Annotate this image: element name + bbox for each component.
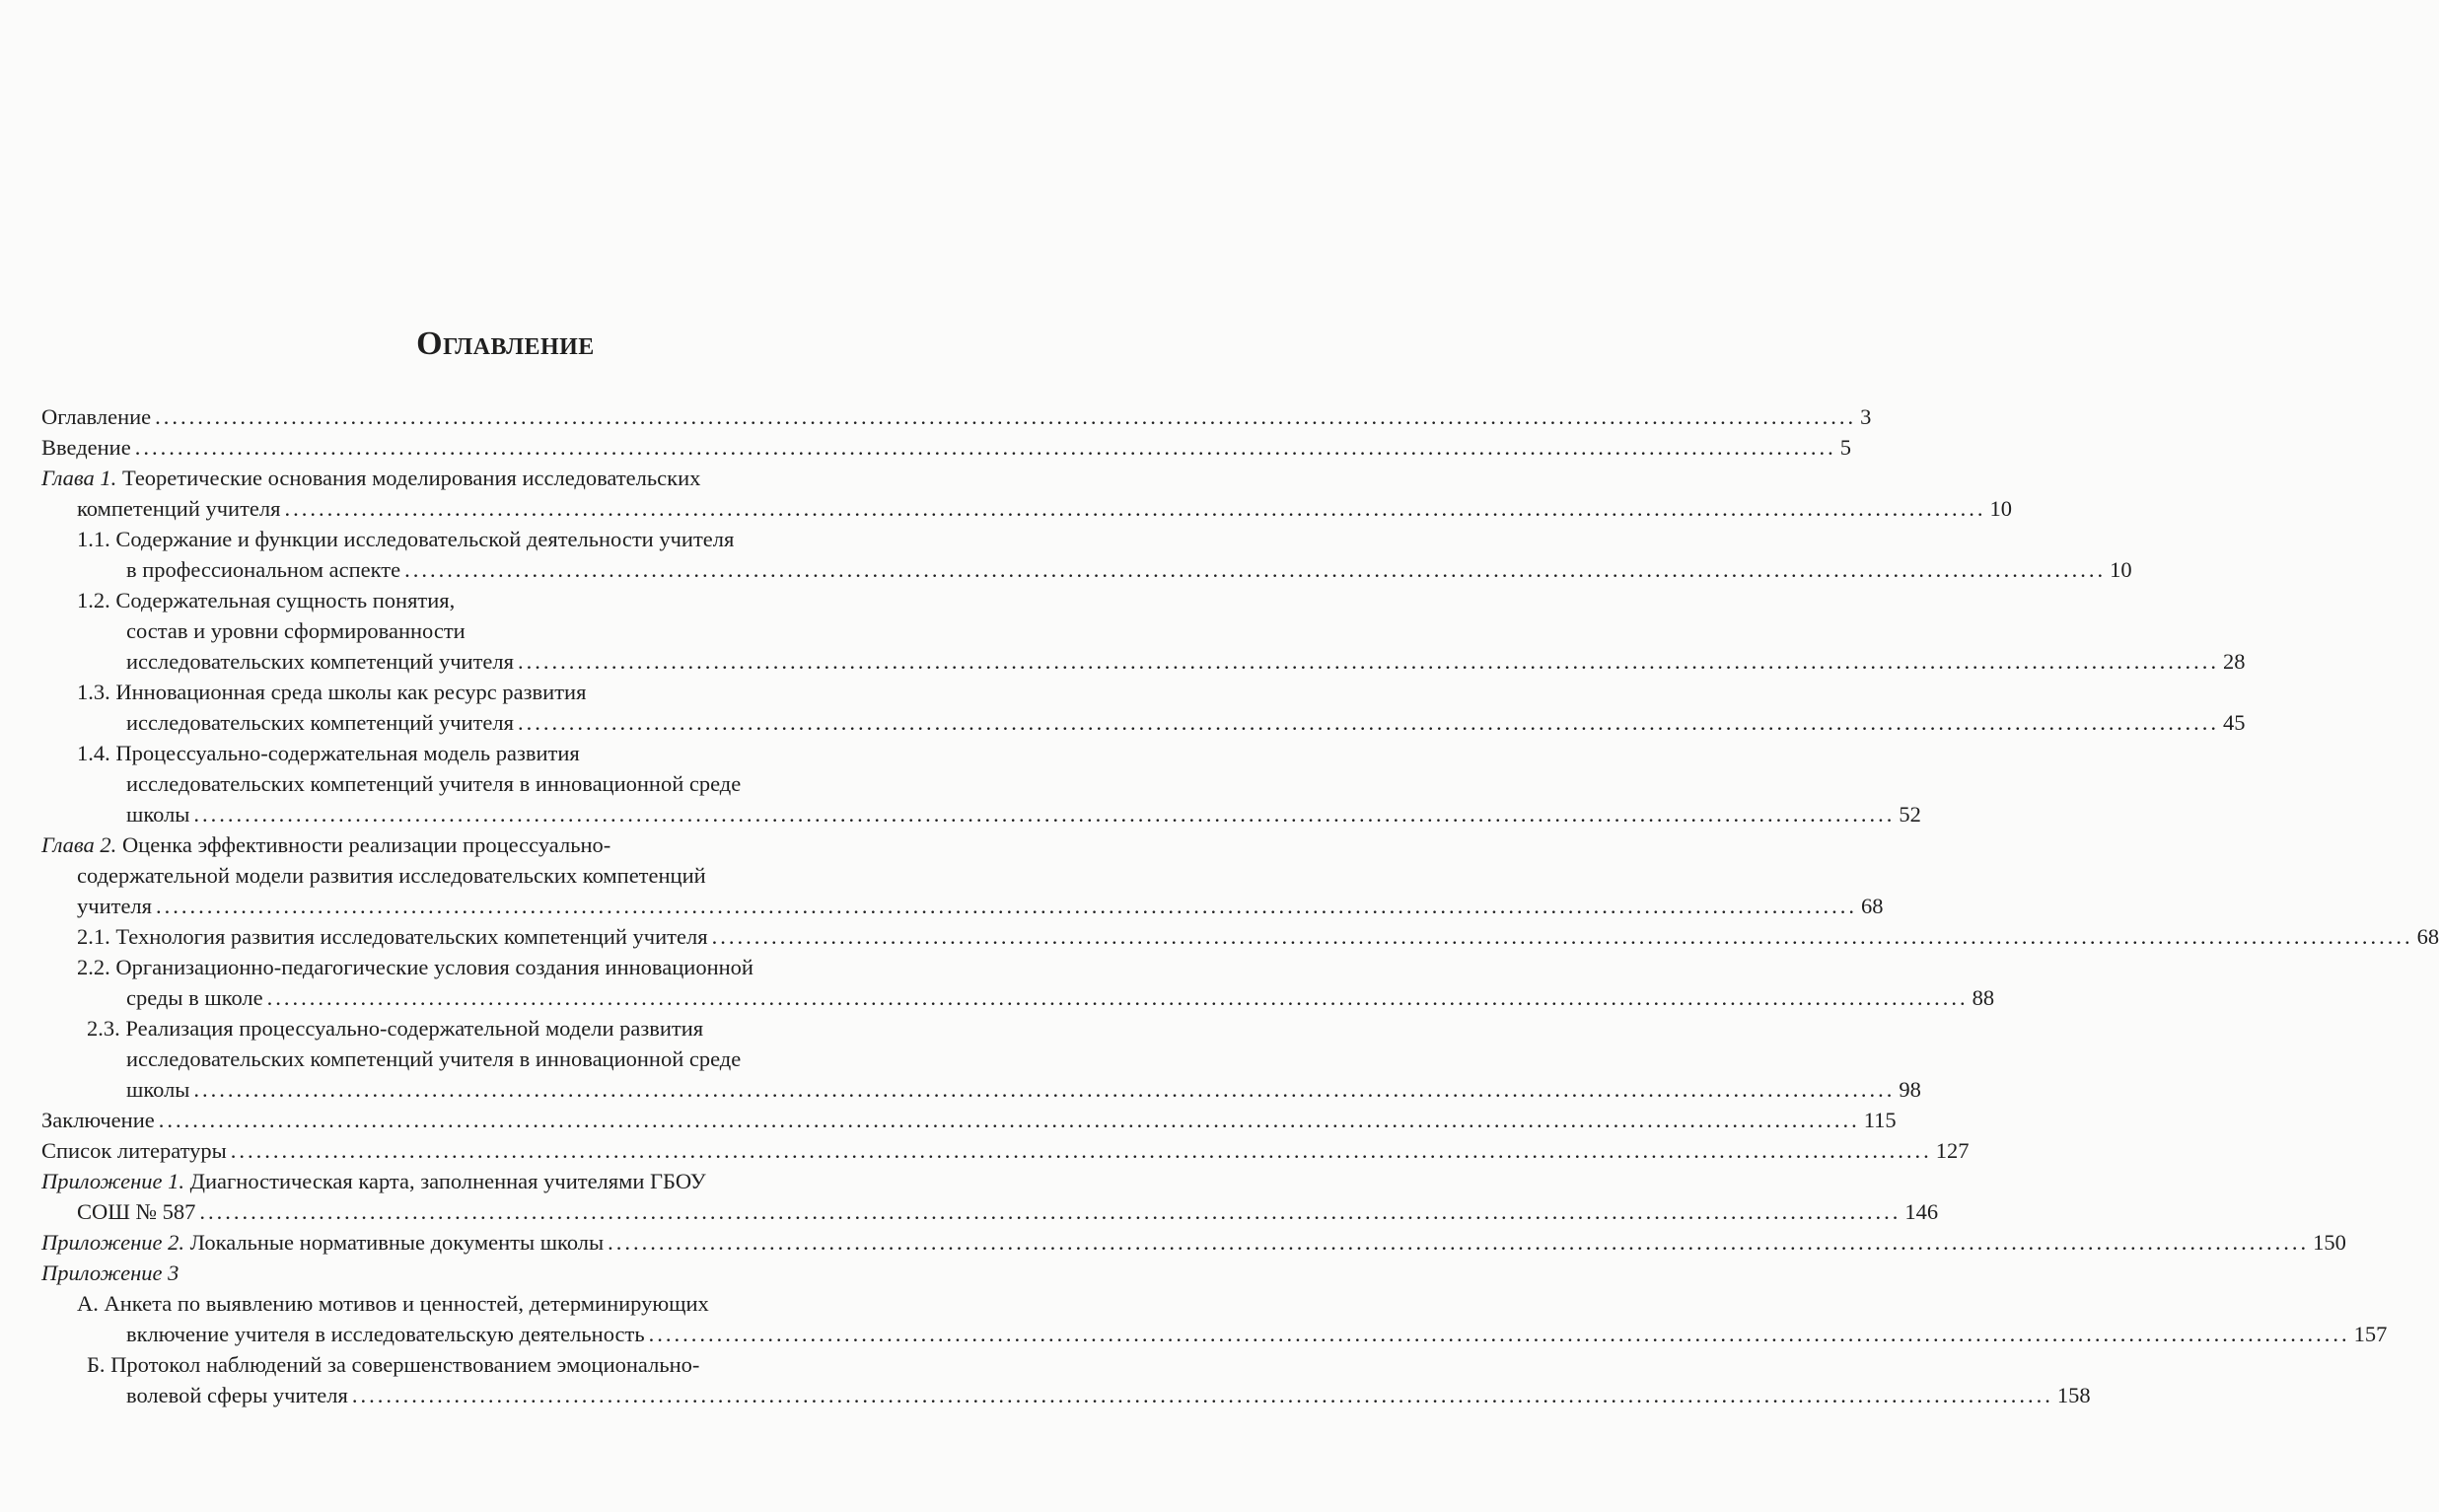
toc-entry <box>41 830 610 860</box>
toc-entry-text: содержательной модели развития исследовательских компетенций <box>77 863 706 888</box>
toc-entry <box>126 708 2246 738</box>
toc-leader-dots: ........................................................................................................................................................................................................ <box>158 1108 1860 1132</box>
toc-leader-dots: ........................................................................................................................................................................................................ <box>266 985 1969 1010</box>
toc-page-number: 10 <box>2110 557 2132 582</box>
toc-page-number: 68 <box>2416 924 2439 949</box>
toc-entry-text: в профессиональном аспекте <box>126 557 401 582</box>
toc-entry-text: исследовательских компетенций учителя в инновационной среде <box>126 1046 742 1071</box>
toc-leader-dots: ........................................................................................................................................................................................................ <box>193 802 1896 827</box>
toc-entry-text: среды в школе <box>126 985 263 1010</box>
toc-entry-label: Глава 1. <box>41 466 117 490</box>
toc-entry <box>41 464 700 493</box>
toc-entry <box>77 678 586 707</box>
toc-entry <box>41 402 1872 432</box>
toc-entry-label: Приложение 2. <box>41 1230 185 1255</box>
toc-entry-text: 1.3. Инновационная среда школы как ресурс развития <box>77 680 587 704</box>
toc-entry <box>77 1197 1939 1227</box>
toc-entry <box>126 983 1995 1013</box>
toc-entry-text: исследовательских компетенций учителя <box>126 649 514 674</box>
toc-entry-text: 2.1. Технология развития исследовательских компетенций учителя <box>77 924 708 949</box>
toc-entry <box>87 1014 703 1044</box>
toc-entry <box>126 1320 2388 1349</box>
toc-page-number: 98 <box>1899 1077 1921 1102</box>
toc-leader-dots: ........................................................................................................................................................................................................ <box>156 894 1858 918</box>
toc-leader-dots: ........................................................................................................................................................................................................ <box>518 710 2219 735</box>
toc-page-number: 68 <box>1861 894 1884 918</box>
toc-entry <box>41 1106 1897 1135</box>
toc-entry-label: Приложение 3 <box>41 1260 179 1285</box>
toc-leader-dots: ........................................................................................................................................................................................................ <box>199 1199 1901 1224</box>
toc-entry-text: школы <box>126 802 190 827</box>
toc-page-number: 127 <box>1935 1138 1970 1163</box>
toc-entry-text: Локальные нормативные документы школы <box>184 1230 605 1255</box>
toc-page-number: 115 <box>1863 1108 1897 1132</box>
toc-leader-dots: ........................................................................................................................................................................................................ <box>648 1322 2350 1346</box>
toc-entry <box>77 586 455 615</box>
toc-page-number: 158 <box>2056 1383 2091 1407</box>
toc-entry-text: включение учителя в исследовательскую деятельность <box>126 1322 645 1346</box>
toc-entry-text: компетенций учителя <box>77 496 281 521</box>
toc-entry <box>77 494 2012 524</box>
toc-entry <box>41 433 1851 463</box>
toc-entry <box>87 1350 699 1380</box>
toc-page-number: 28 <box>2223 649 2246 674</box>
toc-entry-text: Диагностическая карта, заполненная учителями ГБОУ <box>184 1169 706 1193</box>
toc-entry-label: Глава 2. <box>41 832 117 857</box>
toc-leader-dots: ........................................................................................................................................................................................................ <box>608 1230 2310 1255</box>
toc-page-number: 150 <box>2313 1230 2346 1255</box>
toc-leader-dots: ........................................................................................................................................................................................................ <box>404 557 2107 582</box>
toc-leader-dots: ........................................................................................................................................................................................................ <box>193 1077 1896 1102</box>
toc-page-number: 88 <box>1972 985 1995 1010</box>
toc-page-number: 5 <box>1839 435 1851 460</box>
toc-entry-text: состав и уровни сформированности <box>126 618 466 643</box>
toc-entry <box>77 1289 709 1319</box>
toc-entry <box>77 861 706 891</box>
toc-page-number: 52 <box>1899 802 1921 827</box>
toc-entry-text: Список литературы <box>41 1138 227 1163</box>
toc-entry-text: волевой сферы учителя <box>126 1383 348 1407</box>
toc-leader-dots: ........................................................................................................................................................................................................ <box>134 435 1836 460</box>
toc-entry-text: 1.1. Содержание и функции исследовательской деятельности учителя <box>77 527 735 551</box>
toc-entry-text: школы <box>126 1077 190 1102</box>
toc-entry-text: Заключение <box>41 1108 155 1132</box>
toc-entry-text: исследовательских компетенций учителя в инновационной среде <box>126 771 742 796</box>
toc-leader-dots: ........................................................................................................................................................................................................ <box>155 404 1857 429</box>
toc-page-number: 146 <box>1904 1199 1939 1224</box>
toc-entry <box>126 769 741 799</box>
toc-entry <box>41 1228 2346 1258</box>
toc-entry-label: Приложение 1. <box>41 1169 185 1193</box>
toc-leader-dots: ........................................................................................................................................................................................................ <box>711 924 2413 949</box>
toc-entry <box>126 616 466 646</box>
page-title: Оглавление <box>416 325 595 362</box>
toc-entry-text: 1.2. Содержательная сущность понятия, <box>77 588 456 612</box>
toc-entry <box>126 1381 2091 1410</box>
toc-entry-text: Оценка эффективности реализации процессуально- <box>116 832 611 857</box>
toc-entry <box>77 525 734 554</box>
toc-entry <box>126 800 1921 829</box>
toc-page-number: 157 <box>2353 1322 2388 1346</box>
toc-leader-dots: ........................................................................................................................................................................................................ <box>284 496 1986 521</box>
toc-entry-text: Введение <box>41 435 131 460</box>
toc-leader-dots: ........................................................................................................................................................................................................ <box>518 649 2219 674</box>
toc-entry <box>77 739 580 768</box>
toc-entry <box>126 1044 741 1074</box>
toc-entry-text: 2.3. Реализация процессуально-содержательной модели развития <box>87 1016 704 1041</box>
toc-entry <box>41 1259 179 1288</box>
toc-leader-dots: ........................................................................................................................................................................................................ <box>351 1383 2053 1407</box>
toc-page-number: 10 <box>1989 496 2012 521</box>
toc-entry-text: Теоретические основания моделирования исследовательских <box>116 466 701 490</box>
toc-entry-text: 1.4. Процессуально-содержательная модель развития <box>77 741 580 765</box>
toc-leader-dots: ........................................................................................................................................................................................................ <box>230 1138 1932 1163</box>
toc-entry-text: Б. Протокол наблюдений за совершенствованием эмоционально- <box>87 1352 700 1377</box>
toc-entry-text: учителя <box>77 894 153 918</box>
toc-entry-text: Оглавление <box>41 404 152 429</box>
toc-entry <box>77 922 2439 952</box>
toc-entry <box>41 1167 706 1196</box>
toc-page-number: 3 <box>1860 404 1872 429</box>
toc-entry <box>126 647 2246 677</box>
toc-entry <box>41 1136 1970 1166</box>
toc-entry <box>126 1075 1921 1105</box>
toc-entry-text: СОШ № 587 <box>77 1199 196 1224</box>
toc-entry <box>77 953 753 982</box>
toc-entry-text: исследовательских компетенций учителя <box>126 710 514 735</box>
toc-entry-text: 2.2. Организационно-педагогические условия создания инновационной <box>77 955 753 979</box>
toc-page-number: 45 <box>2223 710 2246 735</box>
toc-entry <box>77 892 1884 921</box>
toc-entry-text: А. Анкета по выявлению мотивов и ценностей, детерминирующих <box>77 1291 709 1316</box>
toc-entry <box>126 555 2132 585</box>
